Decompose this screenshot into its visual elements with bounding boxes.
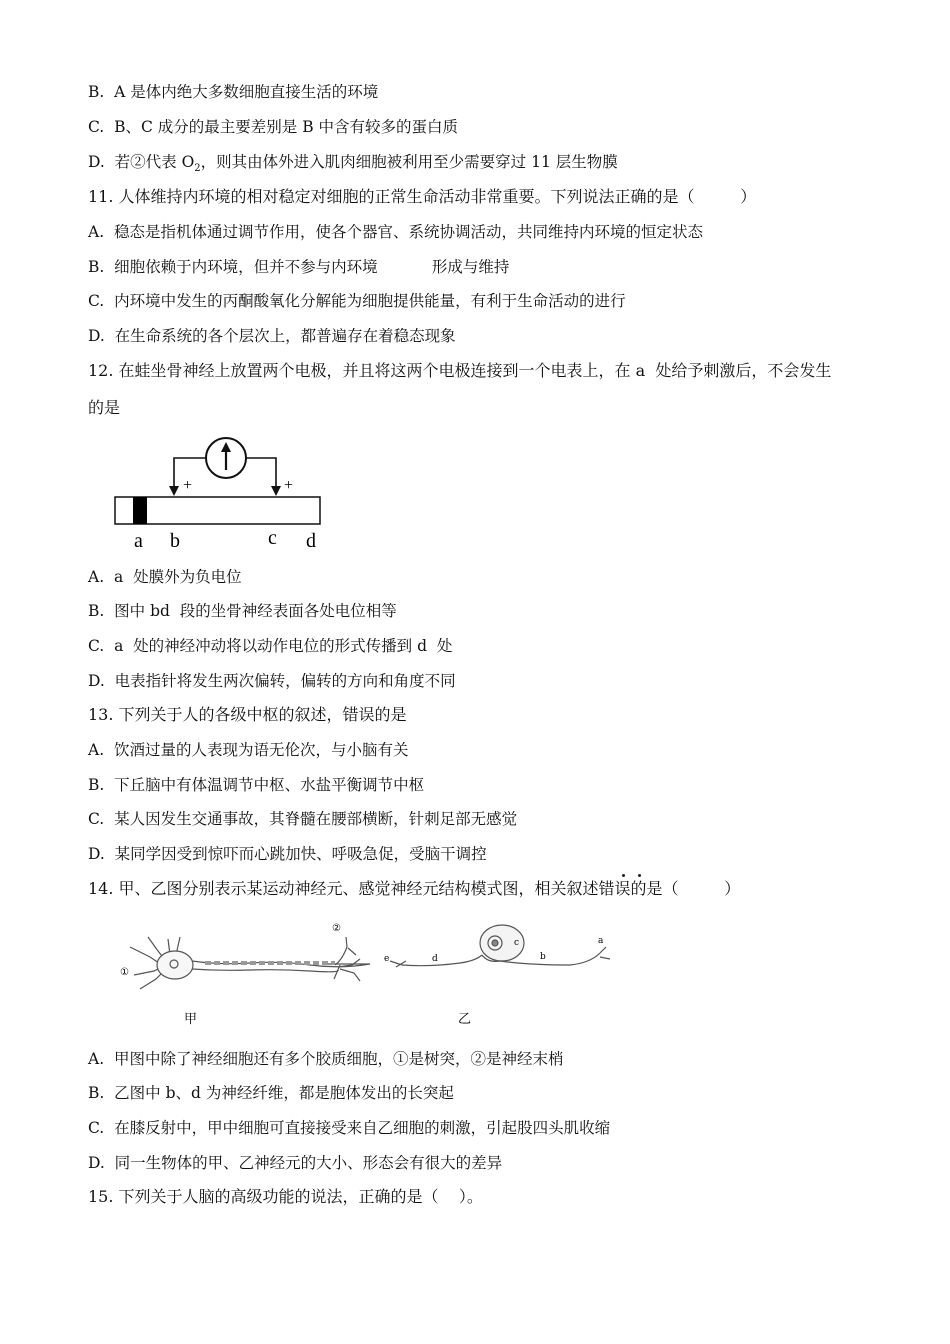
label-b: b bbox=[540, 952, 546, 962]
option-line: A. a 处膜外为负电位 bbox=[88, 568, 242, 586]
emphasis-dot bbox=[638, 874, 641, 877]
label-a: a bbox=[134, 530, 143, 552]
question-15: 15. 下列关于人脑的高级功能的说法，正确的是（ ）。 bbox=[88, 1187, 483, 1206]
label-b: b bbox=[170, 530, 180, 552]
label-a: a bbox=[598, 936, 604, 946]
question-14: 14. 甲、乙图分别表示某运动神经元、感觉神经元结构模式图，相关叙述错误的是（ ） bbox=[88, 879, 741, 898]
option-line: D. 电表指针将发生两次偏转，偏转的方向和角度不同 bbox=[88, 672, 456, 690]
label-c: c bbox=[514, 938, 520, 948]
motor-neuron bbox=[130, 937, 370, 989]
plus-sign: + bbox=[284, 477, 294, 494]
question-13: 13. 下列关于人的各级中枢的叙述，错误的是 bbox=[88, 705, 407, 724]
option-line: B. 图中 bd 段的坐骨神经表面各处电位相等 bbox=[88, 602, 397, 620]
option-line: B. 下丘脑中有体温调节中枢、水盐平衡调节中枢 bbox=[88, 776, 425, 794]
option-line: B. 乙图中 b、d 为神经纤维，都是胞体发出的长突起 bbox=[88, 1084, 454, 1102]
emphasis-dot bbox=[622, 874, 625, 877]
option-line: A. 饮酒过量的人表现为语无伦次，与小脑有关 bbox=[88, 741, 409, 759]
neuron-diagram bbox=[110, 915, 620, 1030]
label-jia: 甲 bbox=[184, 1012, 198, 1027]
option-text: ，则其由体外进入肌肉细胞被利用至少需要穿过 11 层生物膜 bbox=[200, 153, 618, 171]
option-line: D. 在生命系统的各个层次上，都普遍存在着稳态现象 bbox=[88, 327, 456, 345]
question-12: 12. 在蛙坐骨神经上放置两个电极，并且将这两个电极连接到一个电表上，在 a 处给予刺激后，不会发生 bbox=[88, 361, 832, 380]
option-line: C. B、C 成分的最主要差别是 B 中含有较多的蛋白质 bbox=[88, 118, 459, 136]
plus-sign: + bbox=[183, 477, 193, 494]
label-circle-2: ② bbox=[332, 923, 341, 934]
subscript: 2 bbox=[194, 163, 201, 175]
question-11: 11. 人体维持内环境的相对稳定对细胞的正常生命活动非常重要。下列说法正确的是（ ） bbox=[88, 187, 757, 206]
option-line: C. 内环境中发生的丙酮酸氧化分解能为细胞提供能量，有利于生命活动的进行 bbox=[88, 292, 626, 310]
label-c: c bbox=[268, 527, 277, 549]
label-d: d bbox=[432, 954, 438, 964]
option-text: D. 若②代表 O bbox=[88, 153, 195, 171]
option-line: C. a 处的神经冲动将以动作电位的形式传播到 d 处 bbox=[88, 637, 453, 655]
label-d: d bbox=[306, 530, 316, 552]
label-circle-1: ① bbox=[120, 967, 129, 978]
option-line: D. 某同学因受到惊吓而心跳加快、呼吸急促，受脑干调控 bbox=[88, 845, 487, 863]
option-line bbox=[88, 152, 618, 179]
stimulus-block bbox=[133, 497, 147, 524]
question-12-cont: 的是 bbox=[88, 398, 121, 417]
label-e: e bbox=[384, 954, 390, 964]
nerve-electrode-diagram bbox=[110, 432, 340, 557]
option-line: D. 同一生物体的甲、乙神经元的大小、形态会有很大的差异 bbox=[88, 1154, 503, 1172]
option-line: B. A 是体内绝大多数细胞直接生活的环境 bbox=[88, 83, 379, 101]
sensory-neuron bbox=[390, 925, 610, 967]
option-line: A. 稳态是指机体通过调节作用，使各个器官、系统协调活动，共同维持内环境的恒定状态 bbox=[88, 223, 703, 241]
option-line: C. 在膝反射中，甲中细胞可直接接受来自乙细胞的刺激，引起股四头肌收缩 bbox=[88, 1119, 611, 1137]
label-yi: 乙 bbox=[458, 1012, 472, 1027]
option-line: C. 某人因发生交通事故，其脊髓在腰部横断，针刺足部无感觉 bbox=[88, 810, 518, 828]
option-line: A. 甲图中除了神经细胞还有多个胶质细胞，①是树突，②是神经末梢 bbox=[88, 1050, 564, 1068]
option-line: B. 细胞依赖于内环境，但并不参与内环境 形成与维持 bbox=[88, 258, 510, 276]
